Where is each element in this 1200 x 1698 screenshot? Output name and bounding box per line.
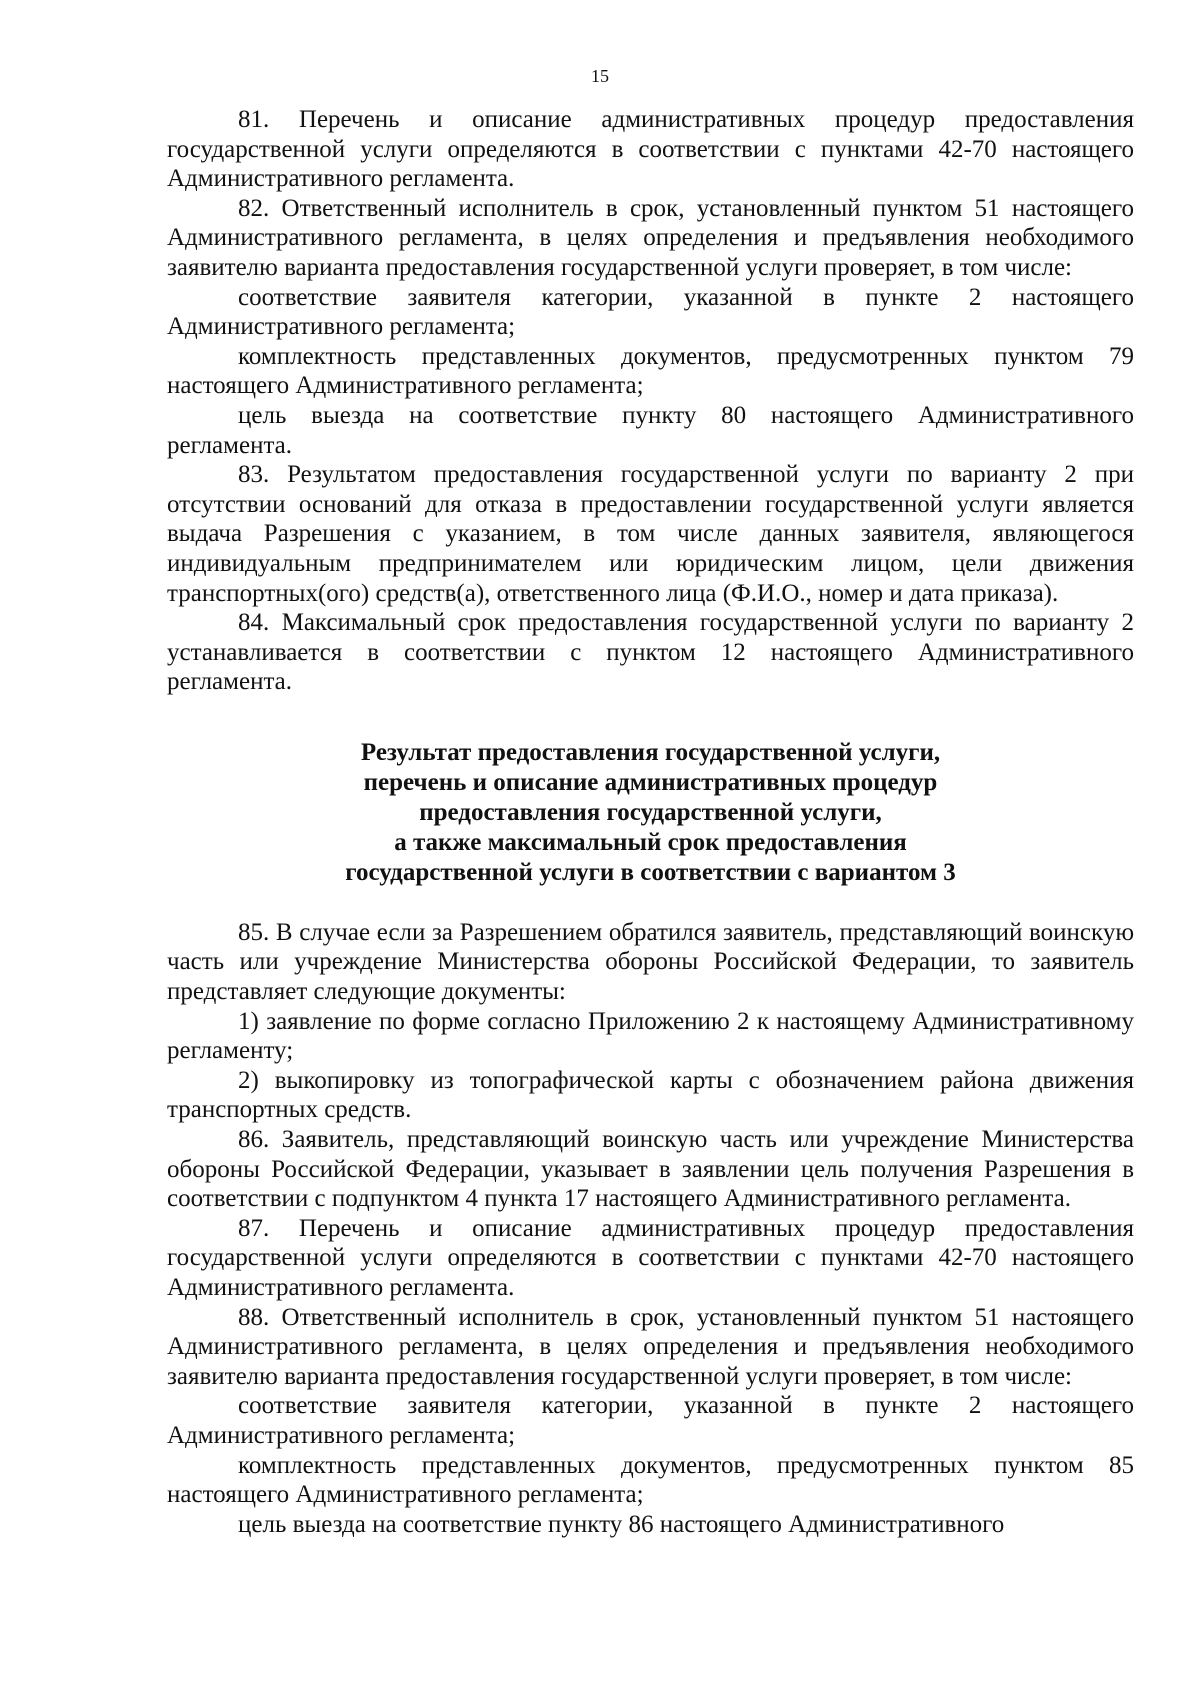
section-heading-line: Результат предоставления государственной услуги, <box>360 738 941 766</box>
paragraph-82-item-completeness: комплектность представленных документов, предусмотренных пунктом 79 настоящего Административного регламента; <box>167 342 1134 400</box>
paragraph-88-item-purpose: цель выезда на соответствие пункту 86 настоящего Административного <box>238 1510 1005 1538</box>
paragraph-84: 84. Максимальный срок предоставления государственной услуги по варианту 2 устанавливается в соответствии с пунктом 12 настоящего Административного регламента. <box>167 609 1134 696</box>
section-heading-line: государственной услуги в соответствии с вариантом 3 <box>345 858 956 886</box>
section-heading <box>167 738 1134 888</box>
paragraph-85: 85. В случае если за Разрешением обратился заявитель, представляющий воинскую часть или учреждение Министерства обороны Российской Федерации, то заявитель представляет следующие документы: <box>167 918 1134 1006</box>
paragraph-81: 81. Перечень и описание административных процедур предоставления государственной услуги определяются в соответствии с пунктами 42-70 настоящего Административного регламента. <box>167 106 1134 193</box>
document-body <box>167 105 1134 1539</box>
section-heading-line: перечень и описание административных процедур <box>363 768 938 796</box>
paragraph-88-item-completeness: комплектность представленных документов, предусмотренных пунктом 85 настоящего Административного регламента; <box>167 1451 1134 1509</box>
section-heading-line: предоставления государственной услуги, <box>419 798 882 826</box>
page-number: 15 <box>591 66 609 86</box>
paragraph-82: 82. Ответственный исполнитель в срок, установленный пунктом 51 настоящего Административного регламента, в целях определения и предъявления необходимого заявителю варианта предоставления государственной услуги проверяет, в том числе: <box>167 194 1134 281</box>
paragraph-82-item-category: соответствие заявителя категории, указанной в пункте 2 настоящего Административного регламента; <box>167 283 1134 341</box>
paragraph-86: 86. Заявитель, представляющий воинскую часть или учреждение Министерства обороны Российской Федерации, указывает в заявлении цель получения Разрешения в соответствии с подпунктом 4 пункта 17 настоящего Административного регламента. <box>167 1126 1134 1213</box>
paragraph-85-item-1: 1) заявление по форме согласно Приложению 2 к настоящему Административному регламенту; <box>167 1007 1134 1065</box>
paragraph-83: 83. Результатом предоставления государственной услуги по варианту 2 при отсутствии оснований для отказа в предоставлении государственной услуги является выдача Разрешения с указанием, в том числе данных заявителя, являющегося индивидуальным предпринимателем или юридическим лицом, цели движения транспортных(ого) средств(а), ответственного лица (Ф.И.О., номер и дата приказа). <box>167 461 1134 607</box>
paragraph-88-item-category: соответствие заявителя категории, указанной в пункте 2 настоящего Административного регламента; <box>167 1392 1134 1449</box>
paragraph-87: 87. Перечень и описание административных процедур предоставления государственной услуги определяются в соответствии с пунктами 42-70 настоящего Административного регламента. <box>167 1214 1134 1301</box>
paragraph-85-item-2: 2) выкопировку из топографической карты с обозначением района движения транспортных средств. <box>167 1066 1134 1124</box>
paragraph-82-item-purpose: цель выезда на соответствие пункту 80 настоящего Административного регламента. <box>167 401 1134 459</box>
section-heading-line: а также максимальный срок предоставления <box>394 828 907 856</box>
paragraph-88: 88. Ответственный исполнитель в срок, установленный пунктом 51 настоящего Административного регламента, в целях определения и предъявления необходимого заявителю варианта предоставления государственной услуги проверяет, в том числе: <box>167 1303 1134 1390</box>
